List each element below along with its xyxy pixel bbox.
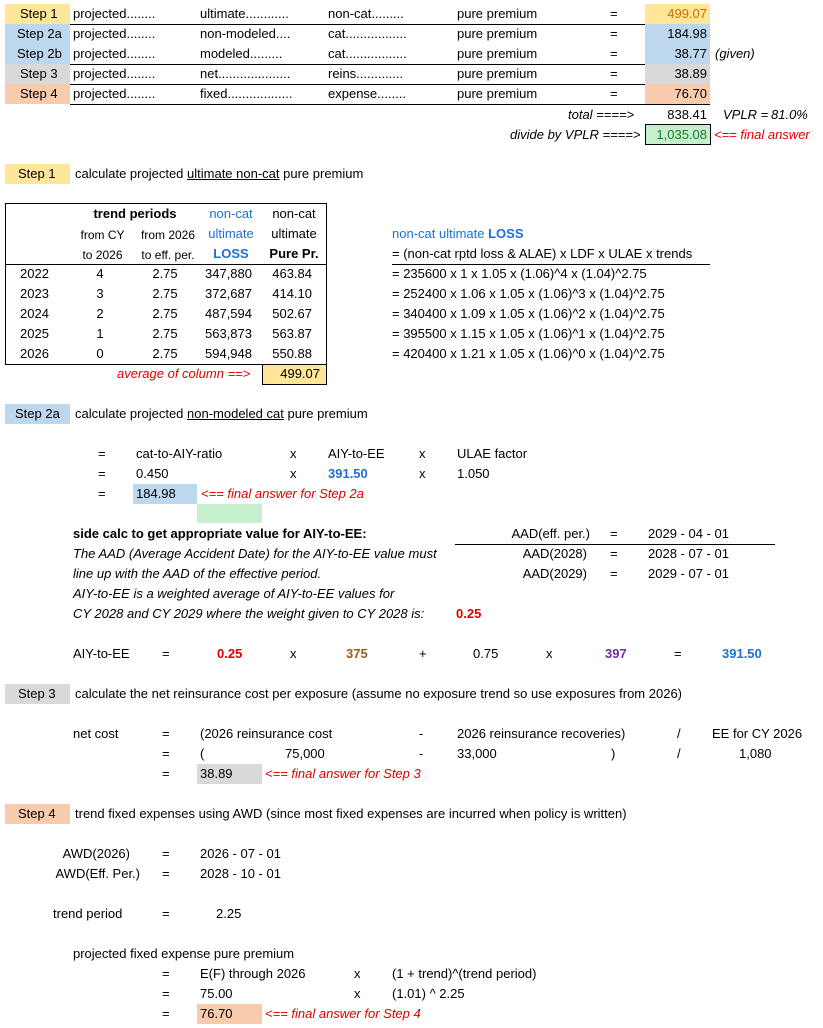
times: x — [419, 466, 426, 481]
table-border — [326, 203, 327, 365]
summary-value: 38.89 — [674, 66, 707, 81]
aiy-calc-label: AIY-to-EE — [73, 646, 130, 661]
awdeff-label: AWD(Eff. Per.) — [55, 866, 140, 881]
aiy-value: 391.50 — [328, 466, 368, 481]
aad28-label: AAD(2028) — [522, 546, 587, 561]
summary-word: pure premium — [457, 46, 538, 61]
equals: = — [98, 466, 106, 481]
aad29-label: AAD(2029) — [522, 566, 587, 581]
times: x — [290, 446, 297, 461]
equals: = — [162, 986, 170, 1001]
equals: = — [162, 966, 170, 981]
equals: = — [674, 646, 682, 661]
row-divider — [70, 64, 645, 65]
row-divider — [70, 104, 645, 105]
weight-2: 0.75 — [473, 646, 499, 661]
table-row-year: 2026 — [20, 346, 49, 361]
final-answer-note: <== final answer — [714, 127, 810, 142]
formula-row: = 252400 x 1.06 x 1.05 x (1.06)^3 x (1.04)^2.75 — [392, 286, 665, 301]
table-row-year: 2023 — [20, 286, 49, 301]
step1-description: calculate projected ultimate non-cat pure premium — [75, 166, 364, 181]
aiy-result: 391.50 — [722, 646, 762, 661]
to-eff-header: to eff. per. — [141, 248, 195, 262]
formula-header: = (non-cat rptd loss & ALAE) x LDF x ULAE x trends — [392, 246, 693, 261]
summary-word: pure premium — [457, 66, 538, 81]
awdeff-value: 2028 - 10 - 01 — [200, 866, 281, 881]
to-2026-header: to 2026 — [82, 248, 123, 262]
trend-factor-header: (1 + trend)^(trend period) — [392, 966, 537, 981]
row-divider — [70, 24, 645, 25]
equals: = — [162, 646, 170, 661]
times: x — [354, 986, 361, 1001]
cat-ratio-value: 0.450 — [136, 466, 169, 481]
table-border — [5, 203, 6, 365]
equals: = — [162, 846, 170, 861]
aad-eff-label: AAD(eff. per.) — [511, 526, 590, 541]
recoveries-value: 33,000 — [457, 746, 497, 761]
close-paren: ) — [611, 746, 616, 761]
divide-label: divide by VPLR ====> — [510, 127, 641, 142]
equals: = — [610, 66, 618, 81]
times: x — [354, 966, 361, 981]
net-cost-label: net cost — [73, 726, 119, 741]
summary-word: projected........ — [73, 66, 156, 81]
step4-badge: Step 4 — [18, 806, 56, 821]
given-note: (given) — [715, 46, 755, 61]
step1-badge: Step 1 — [18, 166, 56, 181]
awd2026-label: AWD(2026) — [62, 846, 130, 861]
step3-badge: Step 3 — [18, 686, 56, 701]
aiy-2029-value: 397 — [605, 646, 627, 661]
vplr-label: VPLR = — [723, 107, 769, 122]
awd2026-value: 2026 - 07 - 01 — [200, 846, 281, 861]
equals: = — [610, 6, 618, 21]
side-calc-text: The AAD (Average Accident Date) for the AIY-to-EE value must — [73, 546, 437, 561]
step2a-result: 184.98 — [136, 486, 176, 501]
summary-step-label: Step 1 — [20, 6, 58, 21]
formula-row: = 235600 x 1 x 1.05 x (1.06)^4 x (1.04)^2.75 — [392, 266, 647, 281]
table-cell: 372,687 — [205, 286, 252, 301]
noncat-pp-header: non-cat — [272, 206, 316, 221]
trend-periods-header: trend periods — [93, 206, 177, 221]
summary-word: non-modeled.... — [200, 26, 291, 41]
times: x — [290, 466, 297, 481]
times: x — [290, 646, 297, 661]
equals: = — [610, 46, 618, 61]
weight-1: 0.25 — [217, 646, 243, 661]
table-cell: 2.75 — [152, 346, 178, 361]
table-row-year: 2022 — [20, 266, 49, 281]
reins-cost-header: (2026 reinsurance cost — [200, 726, 333, 741]
summary-word: projected........ — [73, 26, 156, 41]
times: x — [546, 646, 553, 661]
cat-ratio-header: cat-to-AIY-ratio — [136, 446, 223, 461]
summary-word: cat................. — [328, 26, 407, 41]
minus: - — [419, 746, 424, 761]
ulae-header: ULAE factor — [457, 446, 528, 461]
table-cell: 487,594 — [205, 306, 252, 321]
minus: - — [419, 726, 424, 741]
summary-step-label: Step 2b — [17, 46, 62, 61]
side-calc-text: line up with the AAD of the effective period. — [73, 566, 322, 581]
summary-word: projected........ — [73, 46, 156, 61]
summary-word: cat................. — [328, 46, 407, 61]
step4-result: 76.70 — [200, 1006, 233, 1021]
side-calc-text: AIY-to-EE is a weighted average of AIY-to-EE values for — [73, 586, 395, 601]
equals: = — [98, 446, 106, 461]
green-empty-cell — [197, 504, 262, 523]
weight-value: 0.25 — [456, 606, 482, 621]
step2a-description: calculate projected non-modeled cat pure premium — [75, 406, 368, 421]
step3-description: calculate the net reinsurance cost per exposure (assume no exposure trend so use exposures from 2026) — [75, 686, 683, 701]
formula-row: = 420400 x 1.21 x 1.05 x (1.06)^0 x (1.04)^2.75 — [392, 346, 665, 361]
summary-value: 76.70 — [674, 86, 707, 101]
summary-word: expense........ — [328, 86, 407, 101]
equals: = — [610, 546, 618, 561]
summary-word: modeled......... — [200, 46, 283, 61]
average-value: 499.07 — [280, 366, 320, 381]
vplr-value: 81.0% — [771, 107, 808, 122]
table-cell: 563,873 — [205, 326, 252, 341]
table-border — [5, 203, 327, 204]
table-cell: 2.75 — [152, 306, 178, 321]
step2a-result-note: <== final answer for Step 2a — [201, 486, 364, 501]
from-2026-header: from 2026 — [140, 228, 196, 242]
table-cell: 550.88 — [272, 346, 312, 361]
trend-period-value: 2.25 — [216, 906, 242, 921]
loss-header: LOSS — [213, 246, 249, 261]
summary-value: 184.98 — [667, 26, 707, 41]
trend-period-label: trend period — [53, 906, 123, 921]
ef-header: E(F) through 2026 — [200, 966, 306, 981]
fixed-pp-label: projected fixed expense pure premium — [73, 946, 295, 961]
summary-value: 38.77 — [674, 46, 707, 61]
summary-word: reins............. — [328, 66, 404, 81]
step3-result-note: <== final answer for Step 3 — [265, 766, 421, 781]
formula-row: = 395500 x 1.15 x 1.05 x (1.06)^1 x (1.04)^2.75 — [392, 326, 665, 341]
equals: = — [162, 746, 170, 761]
equals: = — [610, 566, 618, 581]
ultimate-pp-header: ultimate — [271, 226, 317, 241]
step2a-badge: Step 2a — [15, 406, 60, 421]
equals: = — [162, 1006, 170, 1021]
summary-word: non-cat......... — [328, 6, 404, 21]
table-cell: 594,948 — [205, 346, 252, 361]
summary-step-label: Step 4 — [20, 86, 58, 101]
summary-word: net.................... — [200, 66, 291, 81]
plus: + — [419, 646, 427, 661]
table-cell: 2 — [96, 306, 104, 321]
ef-value: 75.00 — [200, 986, 233, 1001]
divide: / — [677, 726, 681, 741]
formula-row: = 340400 x 1.09 x 1.05 x (1.06)^2 x (1.04)^2.75 — [392, 306, 665, 321]
table-cell: 1 — [96, 326, 104, 341]
side-calc-text: CY 2028 and CY 2029 where the weight given to CY 2028 is: — [73, 606, 425, 621]
total-label: total ====> — [568, 107, 635, 122]
table-cell: 3 — [96, 286, 104, 301]
divide: / — [677, 746, 681, 761]
summary-word: pure premium — [457, 26, 538, 41]
aiy-2028-value: 375 — [346, 646, 368, 661]
table-cell: 2.75 — [152, 326, 178, 341]
equals: = — [162, 906, 170, 921]
table-cell: 2.75 — [152, 286, 178, 301]
recoveries-header: 2026 reinsurance recoveries) — [457, 726, 626, 741]
ee-value: 1,080 — [739, 746, 772, 761]
table-cell: 2.75 — [152, 266, 178, 281]
total-value: 838.41 — [667, 107, 707, 122]
step4-description: trend fixed expenses using AWD (since most fixed expenses are incurred when policy is written) — [75, 806, 627, 821]
open-paren: ( — [200, 746, 205, 761]
summary-word: pure premium — [457, 86, 538, 101]
total-underline — [645, 104, 710, 105]
aad28-value: 2028 - 07 - 01 — [648, 546, 729, 561]
step3-result: 38.89 — [200, 766, 233, 781]
aad29-value: 2029 - 07 - 01 — [648, 566, 729, 581]
trend-factor-value: (1.01) ^ 2.25 — [392, 986, 465, 1001]
summary-word: fixed.................. — [200, 86, 293, 101]
noncat-loss-header: non-cat — [209, 206, 253, 221]
final-answer-value: 1,035.08 — [656, 127, 707, 142]
table-cell: 463.84 — [272, 266, 312, 281]
side-calc-title: side calc to get appropriate value for AIY-to-EE: — [73, 526, 367, 541]
formula-title: non-cat ultimate LOSS — [392, 226, 524, 241]
summary-step-label: Step 3 — [20, 66, 58, 81]
row-divider — [70, 84, 645, 85]
table-cell: 414.10 — [272, 286, 312, 301]
aad-eff-value: 2029 - 04 - 01 — [648, 526, 729, 541]
equals: = — [610, 526, 618, 541]
equals: = — [162, 866, 170, 881]
table-row-year: 2024 — [20, 306, 49, 321]
table-cell: 347,880 — [205, 266, 252, 281]
table-cell: 0 — [96, 346, 104, 361]
summary-word: projected........ — [73, 6, 156, 21]
ultimate-loss-header: ultimate — [208, 226, 254, 241]
reins-cost-value: 75,000 — [285, 746, 325, 761]
equals: = — [162, 766, 170, 781]
pure-pr-header: Pure Pr. — [269, 246, 319, 261]
ee-header: EE for CY 2026 — [712, 726, 803, 741]
times: x — [419, 446, 426, 461]
step4-result-note: <== final answer for Step 4 — [265, 1006, 421, 1021]
equals: = — [610, 86, 618, 101]
equals: = — [98, 486, 106, 501]
summary-value: 499.07 — [667, 6, 707, 21]
summary-word: projected........ — [73, 86, 156, 101]
aiy-header: AIY-to-EE — [328, 446, 385, 461]
from-cy-header: from CY — [80, 228, 125, 242]
equals: = — [610, 26, 618, 41]
table-row-year: 2025 — [20, 326, 49, 341]
ulae-value: 1.050 — [457, 466, 490, 481]
summary-word: pure premium — [457, 6, 538, 21]
table-cell: 563.87 — [272, 326, 312, 341]
equals: = — [162, 726, 170, 741]
average-label: average of column ==> — [117, 366, 251, 381]
summary-step-label: Step 2a — [17, 26, 62, 41]
summary-word: ultimate............ — [200, 6, 289, 21]
table-cell: 4 — [96, 266, 104, 281]
table-cell: 502.67 — [272, 306, 312, 321]
